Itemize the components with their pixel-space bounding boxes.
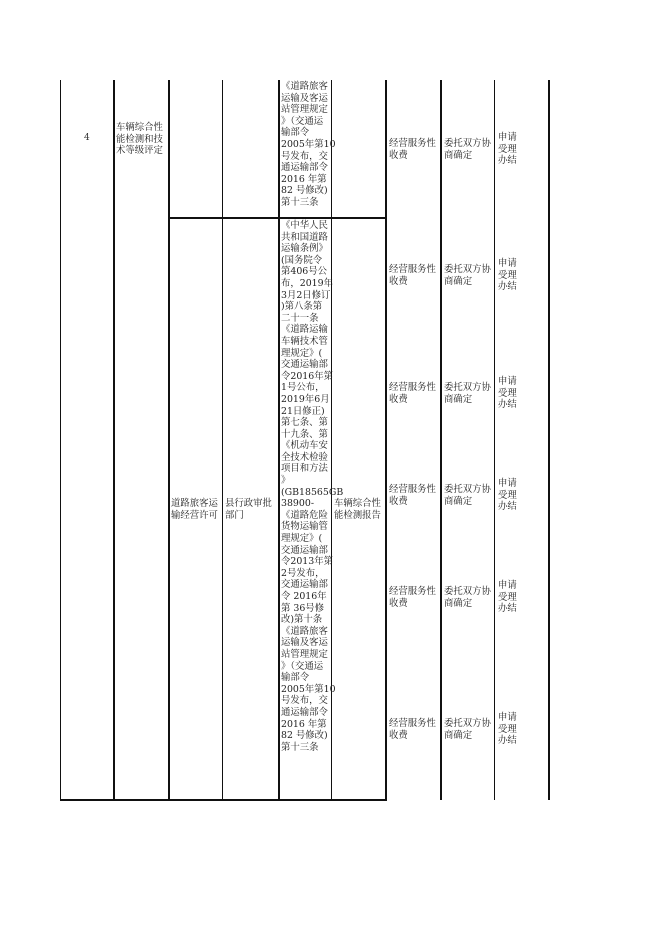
fee-type-cell: 经营服务性 收费: [389, 138, 436, 161]
grid-line: [385, 80, 387, 800]
fee-type-cell: 经营服务性 收费: [389, 718, 436, 741]
grid-line: [60, 799, 387, 801]
pricing-cell: 委托双方协 商确定: [444, 138, 491, 161]
fee-type-cell: 经营服务性 收费: [389, 586, 436, 609]
grid-line: [440, 80, 442, 800]
legal-basis-bottom: 《中华人民 共和国道路 运输条例》 (国务院令 第406号公 布，2019年 3月2日修订 )第八条第 二十一条 《道路运输 车辆技术管 理规定》( 交通运输部 令2016年第 1号公布， 2019年6月 21日修正) 第七条、第 十九条、第 《机动车安 全技术检验 项目和方法 》 (GB18565GB 38900- 《道路危险 货物运输管 理规定》( 交通运输部 令2013年第 2号发布， 交通运输部 令 2016年 第 36号修 改)第十条 《道路旅客 运输及客运 站管理规定 》（交通运 输部令 2005年第10 号发布，交 通运输部令 2016 年第 82 号修改) 第十三条: [281, 220, 344, 753]
pricing-cell: 委托双方协 商确定: [444, 718, 491, 741]
fee-type-cell: 经营服务性 收费: [389, 484, 436, 507]
handling-cell: 申请 受理 办结: [498, 478, 517, 513]
grid-line: [494, 80, 495, 800]
pricing-cell: 委托双方协 商确定: [444, 586, 491, 609]
pricing-cell: 委托双方协 商确定: [444, 484, 491, 507]
fee-type-cell: 经营服务性 收费: [389, 264, 436, 287]
grid-line: [168, 217, 387, 219]
handling-cell: 申请 受理 办结: [498, 258, 517, 293]
handling-cell: 申请 受理 办结: [498, 132, 517, 167]
legal-basis-top: 《道路旅客 运输及客运 站管理规定 》（交通运 输部令 2005年第10 号发布，交 通运输部令 2016 年第 82 号修改) 第十三条: [281, 81, 336, 208]
grid-line: [60, 80, 61, 800]
department-cell: 县行政审批 部门: [225, 498, 272, 521]
grid-line: [278, 80, 280, 800]
handling-cell: 申请 受理 办结: [498, 376, 517, 411]
grid-line: [548, 80, 550, 800]
subitem-name-cell: 道路旅客运 输经营许可: [171, 498, 218, 521]
grid-line: [222, 80, 223, 800]
pricing-cell: 委托双方协 商确定: [444, 382, 491, 405]
row-number: 4: [84, 133, 90, 143]
item-name-cell: 车辆综合性 能检测和技 术等级评定: [116, 122, 163, 157]
handling-cell: 申请 受理 办结: [498, 580, 517, 615]
grid-line: [168, 80, 170, 800]
grid-line: [113, 80, 115, 800]
handling-cell: 申请 受理 办结: [498, 712, 517, 747]
pricing-cell: 委托双方协 商确定: [444, 264, 491, 287]
material-cell: 车辆综合性 能检测报告: [334, 498, 381, 521]
fee-type-cell: 经营服务性 收费: [389, 382, 436, 405]
